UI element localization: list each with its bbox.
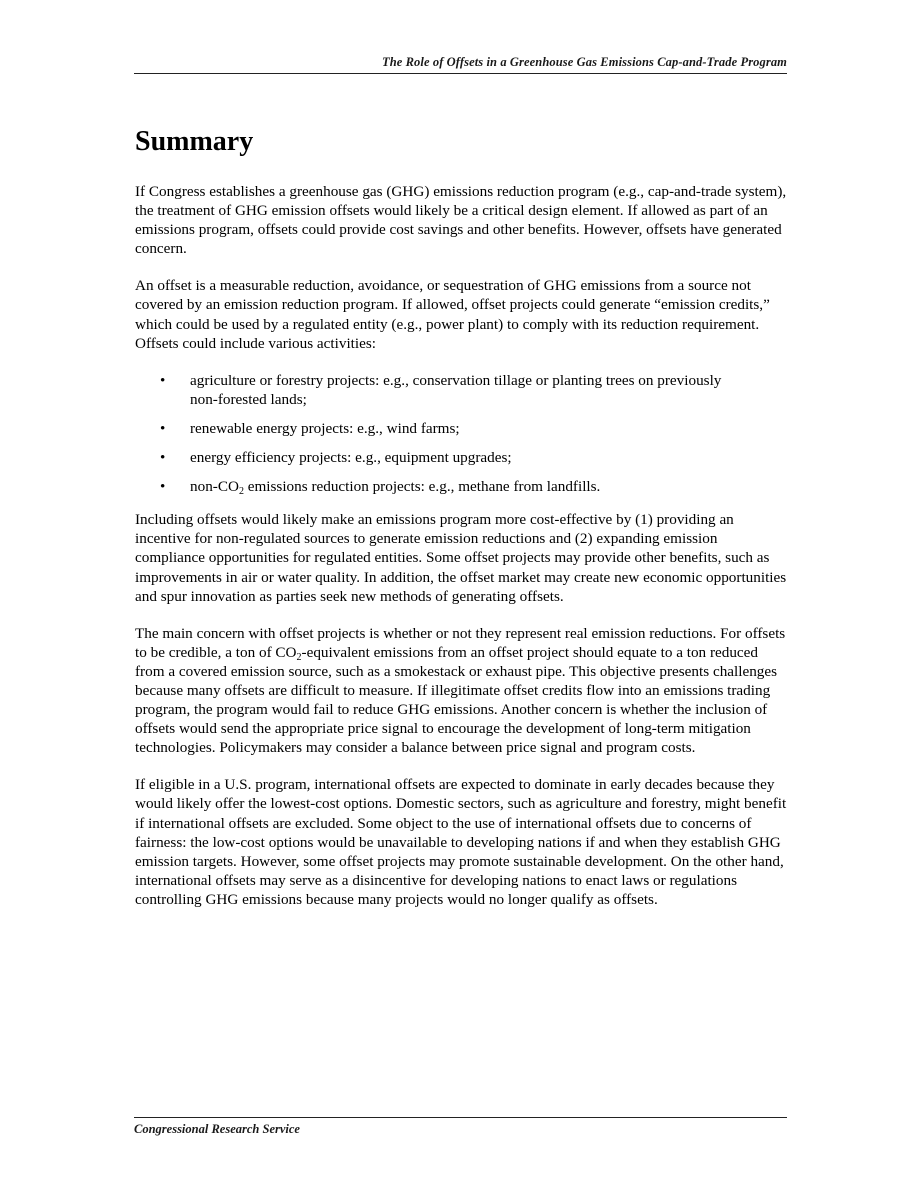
running-header: The Role of Offsets in a Greenhouse Gas Emissions Cap-and-Trade Program xyxy=(134,55,787,74)
paragraph-benefits: Including offsets would likely make an emissions program more cost-effective by (1) providing an incentive for non-regulated sources to generate emission reductions and (2) expanding emission compliance opportunities for regulated entities. Some offset projects may provide other benefits, such as improvements in air or water quality. In addition, the offset market may create new economic opportunities and spur innovation as parties seek new methods of generating offsets. xyxy=(135,511,787,605)
page-content xyxy=(135,122,787,927)
section-title: Summary xyxy=(135,126,254,157)
paragraph-international: If eligible in a U.S. program, international offsets are expected to dominate in early decades because they would likely offer the lowest-cost options. Domestic sectors, such as agriculture and forestry, might benefit if international offsets are excluded. Some object to the use of international offsets due to concerns of fairness: the low-cost options would be unavailable to developing nations if and when they establish GHG emission targets. However, some offset projects may promote sustainable development. On the other hand, international offsets may serve as a disincentive for developing nations to enact laws or regulations controlling GHG emissions because many projects would no longer qualify as offsets. xyxy=(135,776,787,908)
bullet-icon: • xyxy=(160,371,166,389)
list-item xyxy=(135,419,750,438)
paragraph-intro: If Congress establishes a greenhouse gas (GHG) emissions reduction program (e.g., cap-and-trade system), the treatment of GHG emission offsets would likely be a critical design element. If allowed as part of an emissions program, offsets could provide cost savings and other benefits. However, offsets have generated concern. xyxy=(135,183,787,258)
list-item-text: non-$CO_2$ emissions reduction projects: e.g., methane from landfills. xyxy=(190,478,601,498)
paragraph-offset-definition: An offset is a measurable reduction, avoidance, or sequestration of GHG emissions from a source not covered by an emission reduction program. If allowed, offset projects could generate “emission credits,” which could be used by a regulated entity (e.g., power plant) to comply with its reduction requirement. Offsets could include various activities: xyxy=(135,277,770,352)
list-item-text: agriculture or forestry projects: e.g., conservation tillage or planting trees on previously non-forested lands; xyxy=(190,371,722,408)
bullet-icon: • xyxy=(160,449,166,467)
list-item xyxy=(135,371,750,409)
paragraph-concerns: The main concern with offset projects is whether or not they represent real emission reductions. For offsets to be credible, a ton of $CO_2$-equivalent emissions from an offset project should equate to a ton reduced from a covered emission source, such as a smokestack or exhaust pipe. This objective presents challenges because many offsets are difficult to measure. If illegitimate offset credits flow into an emissions trading program, the program would fail to reduce GHG emissions. Another concern is whether the inclusion of offsets would send the appropriate price signal to encourage the development of long-term mitigation technologies. Policymakers may consider a balance between price signal and program costs. xyxy=(135,624,786,757)
activity-list xyxy=(135,371,787,496)
list-item xyxy=(135,477,750,496)
list-item-text: energy efficiency projects: e.g., equipment upgrades; xyxy=(190,449,512,467)
bullet-icon: • xyxy=(160,419,166,437)
page-footer: Congressional Research Service xyxy=(134,1117,787,1137)
bullet-icon: • xyxy=(160,478,166,496)
list-item-text: renewable energy projects: e.g., wind farms; xyxy=(190,419,460,437)
list-item xyxy=(135,448,750,467)
